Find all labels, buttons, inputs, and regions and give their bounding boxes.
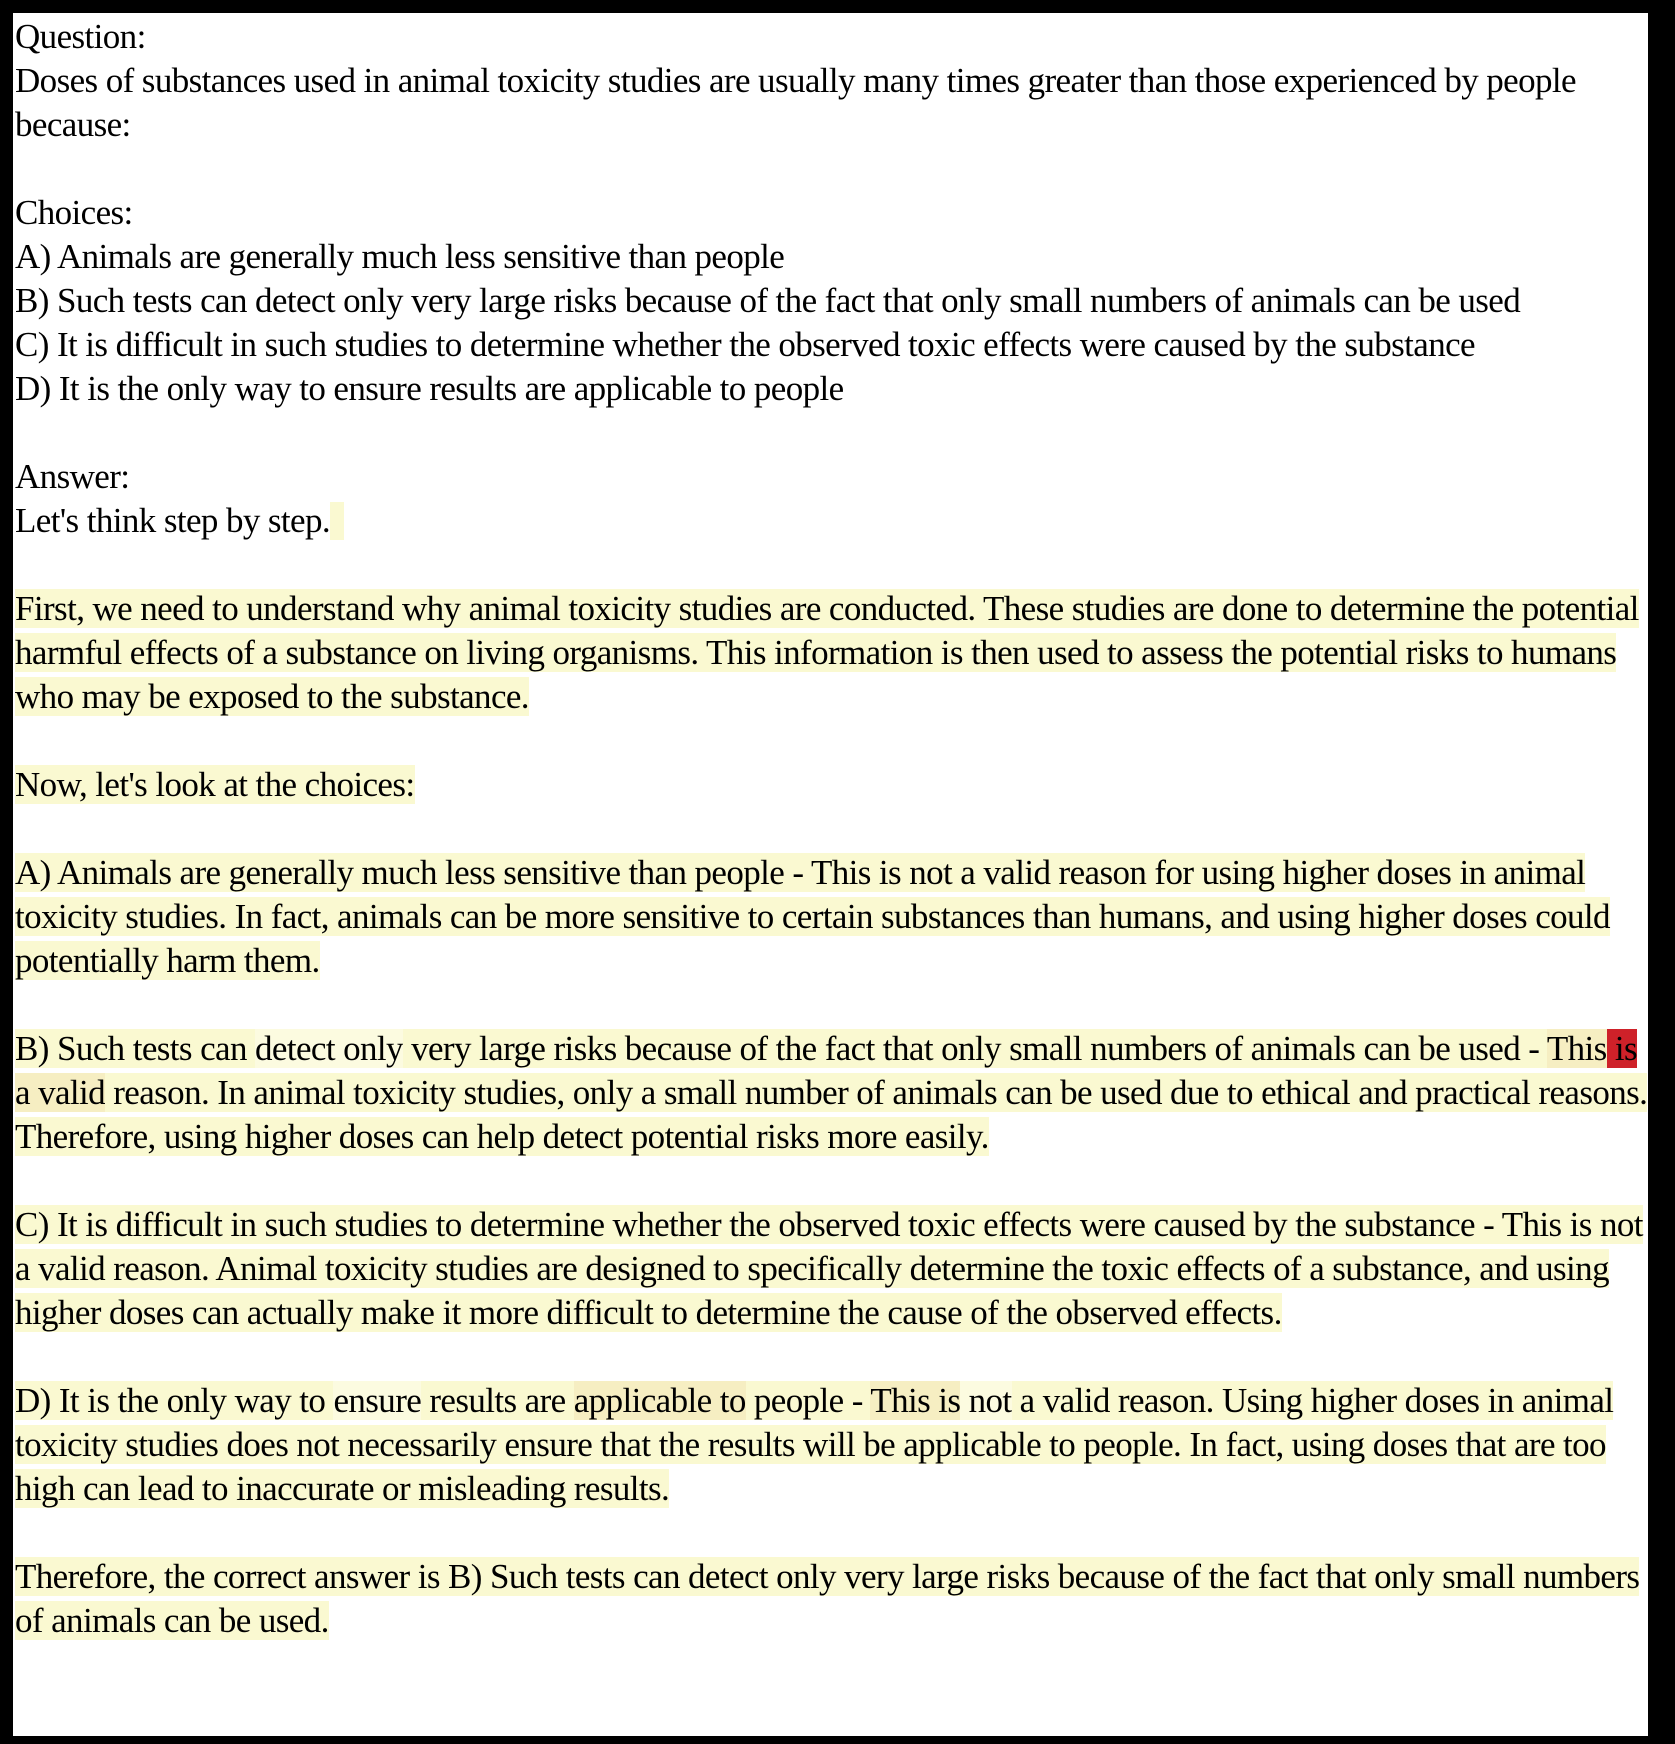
choices-review-intro (15, 763, 1648, 807)
highlighted-space-token (330, 502, 344, 540)
text-segment: First, we need to understand why animal toxicity studies are conducted. These studies are done to determine the potential harmful effects of a substance on living organisms. This information is then used to assess the potential risks to humans who may be exposed to the substance. (15, 589, 1639, 716)
choice-a-analysis (15, 851, 1648, 983)
text-segment: applicable to (573, 1381, 746, 1420)
text-segment: A) Animals are generally much less sensitive than people (15, 237, 785, 276)
text-segment: Therefore, the correct answer is B) Such tests can detect only very large risks because of the fact that only small numbers of animals can be used. (15, 1557, 1640, 1640)
text-segment: C) It is difficult in such studies to determine whether the observed toxic effects were caused by the substance - This is not a valid reason. Animal toxicity studies are designed to specifically determine the toxic effects of a substance, and using higher doses can actually make it more difficult to determine the cause of the observed effects. (15, 1205, 1643, 1332)
text-segment: a valid reason. Using higher doses in animal toxicity studies does not necessarily ensure that the results will be applicable to people. In fact, using doses that are too high can lead to inaccurate or misleading results. (15, 1381, 1614, 1508)
text-segment: D) It is the only way to ensure results are applicable to people (15, 369, 844, 408)
text-segment: This (1546, 1029, 1607, 1068)
question-block (15, 15, 1648, 147)
text-segment: Answer: (15, 457, 130, 496)
text-segment: B) Such tests can detect only very large risks because of the fact that only small numbers of animals can be used (15, 281, 1521, 320)
text-segment: Question: (15, 17, 146, 56)
document-body (13, 13, 1648, 1643)
text-segment: very large risks because of the fact that only small numbers of animals can be used - (402, 1029, 1547, 1068)
conclusion (15, 1555, 1648, 1643)
red-highlighted-token: is (1606, 1029, 1637, 1068)
text-segment: Now, let's look at the choices: (15, 765, 415, 804)
text-segment: Doses of substances used in animal toxicity studies are usually many times greater than those experienced by people because: (15, 61, 1576, 144)
text-segment: Choices: (15, 193, 133, 232)
choices-block (15, 191, 1648, 411)
text-segment: D) It is the only way to (15, 1381, 334, 1420)
text-segment: ensure (333, 1381, 422, 1420)
text-segment: results are (421, 1381, 574, 1420)
text-segment: reason. In animal toxicity studies, only a small number of animals can be used due to ethical and practical reasons. Therefore, using higher doses can help detect potential risks more easily. (15, 1073, 1648, 1156)
choice-c-analysis (15, 1203, 1648, 1335)
choice-b-analysis (15, 1027, 1648, 1159)
text-segment: detect only (255, 1029, 403, 1068)
choice-d-analysis (15, 1379, 1648, 1511)
text-segment: not (960, 1381, 1012, 1420)
text-segment: B) Such tests can (15, 1029, 255, 1068)
content-frame (13, 13, 1648, 1736)
text-segment: Let's think step by step. (15, 501, 331, 540)
text-segment: This is (870, 1381, 961, 1420)
text-segment: A) Animals are generally much less sensitive than people - This is not a valid reason for using higher doses in animal toxicity studies. In fact, animals can be more sensitive to certain substances than humans, and using higher doses could potentially harm them. (15, 853, 1610, 980)
reasoning-intro (15, 587, 1648, 719)
text-segment: C) It is difficult in such studies to determine whether the observed toxic effects were caused by the substance (15, 325, 1475, 364)
text-segment: people - (745, 1381, 871, 1420)
text-segment: a valid (15, 1073, 106, 1112)
answer-block (15, 455, 1648, 543)
